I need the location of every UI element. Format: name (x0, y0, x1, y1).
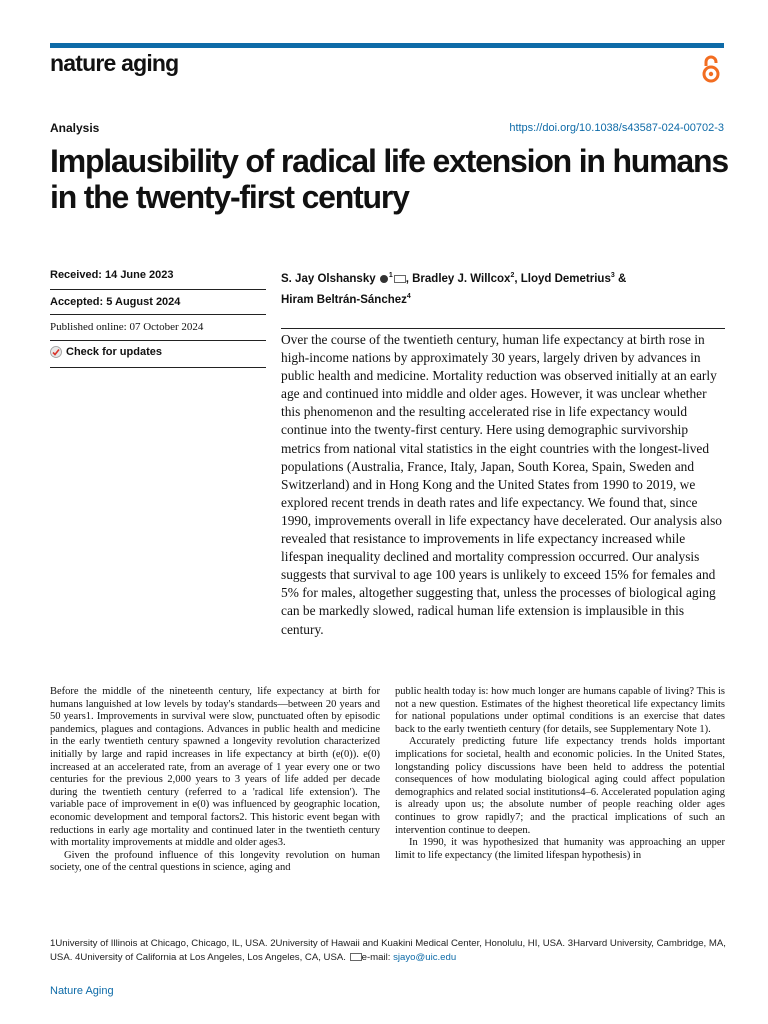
affiliation-ref: 2 (510, 272, 515, 279)
author-name[interactable]: Hiram Beltrán-Sánchez (281, 293, 407, 306)
author-list (281, 267, 721, 309)
envelope-icon[interactable] (394, 275, 406, 283)
journal-name: nature aging (50, 50, 179, 76)
check-for-updates-link[interactable] (50, 346, 266, 358)
footer-journal-name[interactable]: Nature Aging (50, 985, 114, 997)
received-date: Received: 14 June 2023 (50, 269, 174, 281)
body-paragraph: In 1990, it was hypothesized that humanity was approaching an upper limit to life expectancy (the limited lifespan hypothesis) in (395, 837, 725, 861)
meta-divider (50, 367, 266, 368)
email-link[interactable]: sjayo@uic.edu (393, 952, 457, 963)
open-access-icon[interactable] (700, 54, 722, 84)
affiliation-ref: 3 (610, 272, 615, 279)
body-paragraph: Given the profound influence of this longevity revolution on human society, one of the central questions in science, aging and (50, 849, 380, 874)
author-separator: & (614, 272, 627, 285)
doi-link[interactable]: https://doi.org/10.1038/s43587-024-00702-3 (509, 122, 724, 134)
meta-divider (50, 340, 266, 341)
check-for-updates-label: Check for updates (66, 346, 162, 358)
journal-accent-bar (50, 43, 724, 48)
author-name[interactable]: , Lloyd Demetrius (514, 272, 611, 285)
email-label: e-mail: (361, 952, 391, 963)
abstract-divider (281, 328, 725, 329)
body-paragraph: Accurately predicting future life expectancy trends holds important implications for societal, health and economic policies. In the United States, longstanding policy discussions have been held to address the potential consequences of how modulating biological aging could affect population demographics and related social institutions4–6. Accelerated population aging is already upon us; the absolute number of people reaching older ages continues to grow rapidly7; and the practical implications of such an intervention continue to deepen. (395, 736, 725, 836)
published-date: Published online: 07 October 2024 (50, 321, 204, 333)
affiliations-footnote (50, 937, 726, 965)
article-type: Analysis (50, 121, 100, 135)
body-paragraph: public health today is: how much longer are humans capable of living? This is not a new question. Estimates of the highest theoretical life expectancy limits for national populations under optimal conditions is an exercise that dates back to the early twentieth century (for details, see Supplementary Note 1). (395, 686, 725, 735)
accepted-date: Accepted: 5 August 2024 (50, 296, 181, 308)
meta-divider (50, 314, 266, 315)
article-title: Implausibility of radical life extension in humans in the twenty-first century (50, 143, 728, 215)
body-paragraph: Before the middle of the nineteenth century, life expectancy at birth for humans languished at low levels by today's standards—between 20 years and 50 years1. Improvements in survival were slow, punctuated often by episodic pandemics, plagues and contagions. Advances in public health and medicine in the early twentieth century spawned a longevity revolution characterized initially by large and rapid increases in life expectancy at birth (e(0)). e(0) increased at an accelerated rate, from an average of 1 year every one or two centuries for the previous 2,000 years to 3 years of life added per decade during the twentieth century (referred to a 'radical life extension'). The variable pace of improvement in e(0) was influenced by geographic location, economic development and temporal factors2. This historic event began with reductions in early age mortality and continued later in the twentieth century with mortality improvements at middle and older ages3. (50, 686, 380, 849)
body-column-right (395, 686, 725, 862)
abstract: Over the course of the twentieth century, human life expectancy at birth rose in high-income nations by approximately 30 years, largely driven by advances in public health and medicine. Mortality reduction was observed initially at an early age and continued into middle and older ages. However, it was unclear whether this phenomenon and the resulting accelerated rise in life expectancy would continue into the twenty-first century. Here using demographic survivorship metrics from national vital statistics in the eight countries with the longest-lived populations (Australia, France, Italy, Japan, South Korea, Spain, Sweden and Switzerland) and in Hong Kong and the United States from 1990 to 2019, we explored recent trends in death rates and life expectancy. We found that, since 1990, improvements overall in life expectancy have decelerated. Our analysis also revealed that resistance to improvements in life expectancy increased while lifespan inequality declined and mortality compression occurred. Our analysis suggests that survival to age 100 years is unlikely to exceed 15% for females and 5% for males, altogether suggesting that, unless the processes of biological aging can be markedly slowed, radical human life extension is implausible in this century. (281, 332, 722, 637)
orcid-icon[interactable] (380, 275, 388, 283)
envelope-icon (350, 953, 362, 961)
check-updates-icon (50, 346, 62, 358)
meta-divider (50, 289, 266, 290)
affiliation-ref: 4 (406, 292, 411, 300)
author-name[interactable]: S. Jay Olshansky (281, 272, 376, 285)
body-column-left (50, 686, 380, 875)
affiliations-text: 1University of Illinois at Chicago, Chicago, IL, USA. 2University of Hawaii and Kuakini Medical Center, Honolulu, HI, USA. 3Harvard University, Cambridge, MA, USA. 4University of California at Los Angeles, Los Angeles, CA, USA. (50, 938, 726, 963)
author-name[interactable]: , Bradley J. Willcox (405, 272, 511, 285)
affiliation-ref: 1 (388, 272, 393, 279)
